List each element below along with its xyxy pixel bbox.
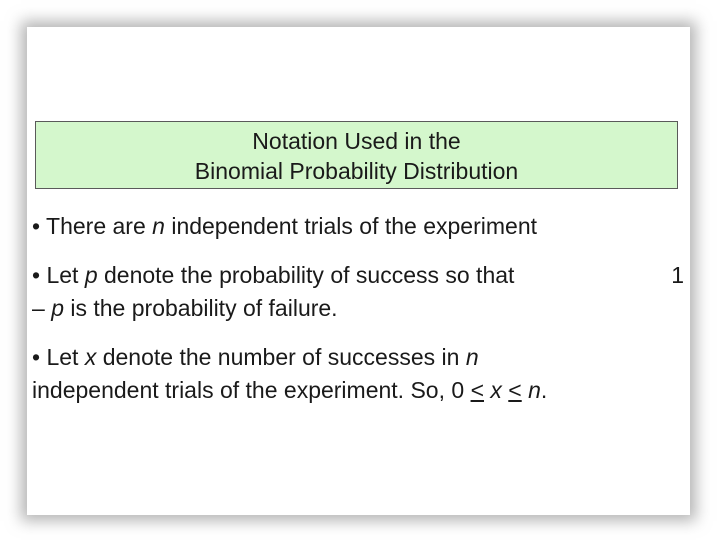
var-p: p	[51, 295, 64, 321]
text-segment: denote the probability of success so that	[97, 262, 515, 288]
var-p: p	[84, 262, 98, 288]
less-equal-sign: <	[508, 377, 522, 403]
slide-title-line-1: Notation Used in the	[252, 128, 461, 154]
text-segment: • Let	[32, 344, 85, 370]
slide-title-box	[35, 121, 678, 189]
var-n: n	[152, 213, 165, 239]
bullet-line	[32, 210, 688, 243]
var-n: n	[465, 344, 479, 370]
slide	[27, 27, 690, 515]
number-one: 1	[671, 262, 684, 288]
var-x: x	[84, 344, 97, 370]
text-segment: .	[540, 377, 548, 403]
text-segment: • Let	[32, 262, 85, 288]
bullet-line	[32, 259, 688, 292]
var-n: n	[528, 377, 541, 403]
bullet-number-successes	[32, 341, 688, 407]
bullet-list	[32, 210, 688, 423]
text-segment: independent trials of the experiment	[164, 213, 538, 239]
text-segment: –	[32, 295, 52, 321]
bullet-probability-success	[32, 259, 688, 325]
bullet-line	[32, 374, 688, 407]
text-segment: is the probability of failure.	[63, 295, 338, 321]
less-equal-sign: <	[470, 377, 484, 403]
slide-title-line-2: Binomial Probability Distribution	[194, 158, 519, 184]
bullet-line	[32, 341, 688, 374]
text-segment: • There are	[32, 213, 153, 239]
bullet-line	[32, 292, 688, 325]
bullet-independent-trials	[32, 210, 688, 243]
text-segment: denote the number of successes in	[96, 344, 466, 370]
text-segment: independent trials of the experiment. So, 0	[32, 377, 471, 403]
var-x: x	[490, 377, 502, 403]
